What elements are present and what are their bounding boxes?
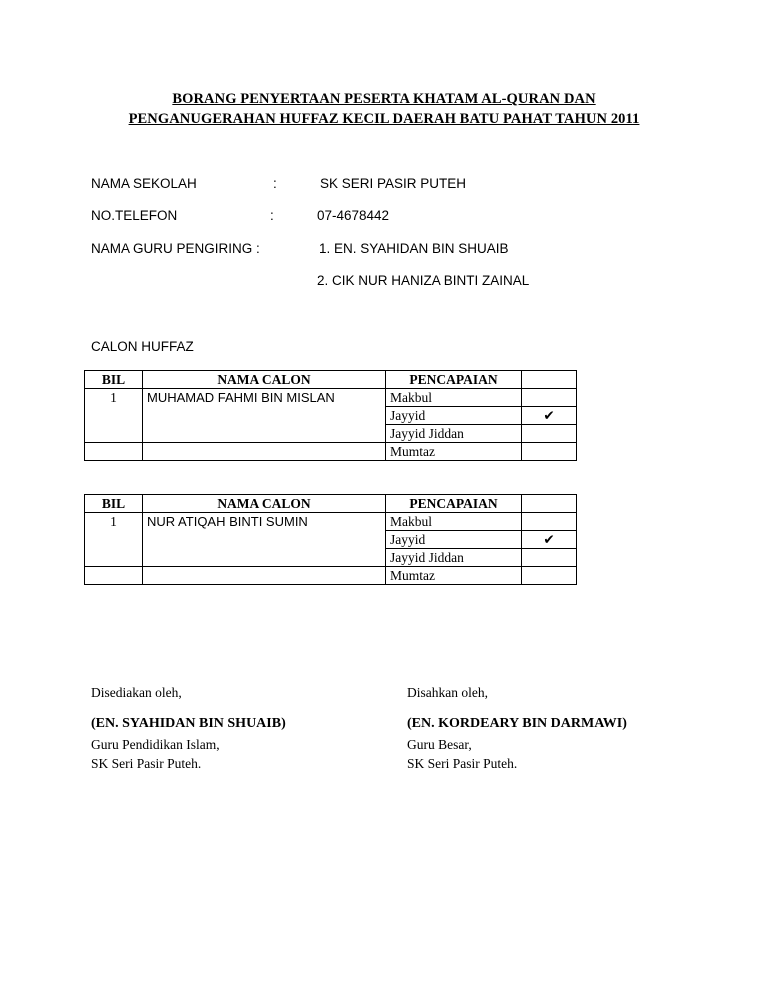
section-label: CALON HUFFAZ <box>91 339 194 354</box>
header-pencapaian: PENCAPAIAN <box>386 371 522 389</box>
phone-label: NO.TELEFON <box>91 208 178 223</box>
bil-value: 1 <box>85 389 143 407</box>
table-row <box>85 407 577 425</box>
prepared-by-label: Disediakan oleh, <box>91 685 182 700</box>
level-jayyid-jiddan: Jayyid Jiddan <box>386 549 522 567</box>
phone-value: 07-4678442 <box>317 208 390 223</box>
level-jayyid-jiddan: Jayyid Jiddan <box>386 425 522 443</box>
check-jayyid-jiddan[interactable] <box>522 425 577 443</box>
level-makbul: Makbul <box>386 389 522 407</box>
check-mark-icon[interactable]: ✔ <box>522 531 577 549</box>
header-check <box>522 371 577 389</box>
school-label: NAMA SEKOLAH <box>91 176 197 191</box>
level-jayyid: Jayyid <box>386 407 522 425</box>
prepared-by-role: Guru Pendidikan Islam, <box>91 737 220 752</box>
table-header-row <box>85 495 577 513</box>
approved-by-name: (EN. KORDEARY BIN DARMAWI) <box>407 716 627 731</box>
table-row <box>85 513 577 531</box>
level-makbul: Makbul <box>386 513 522 531</box>
candidate-table-2 <box>84 494 577 585</box>
table-row <box>85 443 577 461</box>
level-jayyid: Jayyid <box>386 531 522 549</box>
school-value: SK SERI PASIR PUTEH <box>320 176 467 191</box>
table-row <box>85 567 577 585</box>
teacher-2: 2. CIK NUR HANIZA BINTI ZAINAL <box>317 273 530 288</box>
prepared-by-school: SK Seri Pasir Puteh. <box>91 756 202 771</box>
level-mumtaz: Mumtaz <box>386 443 522 461</box>
school-separator: : <box>273 176 277 191</box>
approved-by-role: Guru Besar, <box>407 737 472 752</box>
header-bil: BIL <box>85 495 143 513</box>
header-nama: NAMA CALON <box>143 495 386 513</box>
header-nama: NAMA CALON <box>143 371 386 389</box>
table-row <box>85 531 577 549</box>
header-check <box>522 495 577 513</box>
check-mark-icon[interactable]: ✔ <box>522 407 577 425</box>
form-title-line-1: BORANG PENYERTAAN PESERTA KHATAM AL-QURAN DAN <box>172 91 596 107</box>
table-row <box>85 549 577 567</box>
level-mumtaz: Mumtaz <box>386 567 522 585</box>
form-title-line-2: PENGANUGERAHAN HUFFAZ KECIL DAERAH BATU PAHAT TAHUN 2011 <box>128 111 640 127</box>
bil-value: 1 <box>85 513 143 531</box>
table-row <box>85 425 577 443</box>
check-mumtaz[interactable] <box>522 443 577 461</box>
table-row <box>85 389 577 407</box>
teacher-label: NAMA GURU PENGIRING : <box>91 241 260 256</box>
check-jayyid-jiddan[interactable] <box>522 549 577 567</box>
header-pencapaian: PENCAPAIAN <box>386 495 522 513</box>
header-bil: BIL <box>85 371 143 389</box>
check-mumtaz[interactable] <box>522 567 577 585</box>
candidate-table-1 <box>84 370 577 461</box>
candidate-name: MUHAMAD FAHMI BIN MISLAN <box>143 389 386 407</box>
teacher-1: 1. EN. SYAHIDAN BIN SHUAIB <box>319 241 509 256</box>
table-header-row <box>85 371 577 389</box>
phone-separator: : <box>270 208 274 223</box>
check-makbul[interactable] <box>522 389 577 407</box>
approved-by-label: Disahkan oleh, <box>407 685 488 700</box>
check-makbul[interactable] <box>522 513 577 531</box>
prepared-by-name: (EN. SYAHIDAN BIN SHUAIB) <box>91 716 286 731</box>
candidate-name: NUR ATIQAH BINTI SUMIN <box>143 513 386 531</box>
approved-by-school: SK Seri Pasir Puteh. <box>407 756 518 771</box>
